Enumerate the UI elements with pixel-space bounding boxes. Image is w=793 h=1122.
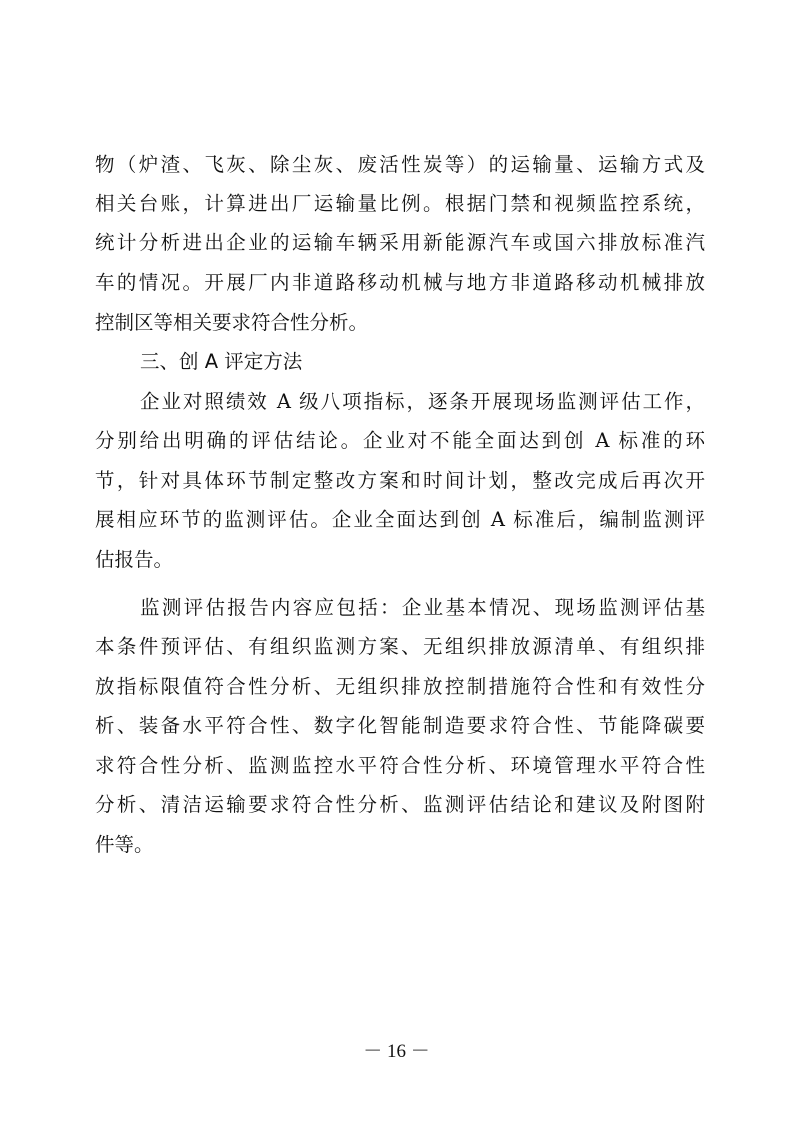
paragraph2-line-1: 监测评估报告内容应包括：企业基本情况、现场监测评估基	[140, 596, 705, 619]
paragraph2-line-7: 件等。	[95, 833, 154, 856]
section-heading: 三、创 A 评定方法	[140, 350, 303, 373]
intro-line-3: 统计分析进出企业的运输车辆采用新能源汽车或国六排放标准汽	[95, 231, 705, 254]
page-number: － 16 －	[363, 1041, 430, 1062]
paragraph1-line-1: 企业对照绩效 A 级八项指标，逐条开展现场监测评估工作，	[140, 390, 705, 413]
intro-line-5: 控制区等相关要求符合性分析。	[95, 311, 369, 334]
paragraph1-line-3: 节，针对具体环节制定整改方案和时间计划，整改完成后再次开	[95, 469, 705, 492]
paragraph1-line-5: 估报告。	[95, 548, 174, 571]
paragraph1-line-4: 展相应环节的监测评估。企业全面达到创 A 标准后，编制监测评	[95, 508, 705, 531]
paragraph2-line-2: 本条件预评估、有组织监测方案、无组织排放源清单、有组织排	[95, 635, 705, 658]
intro-line-1: 物（炉渣、飞灰、除尘灰、废活性炭等）的运输量、运输方式及	[95, 153, 705, 176]
paragraph2-line-4: 析、装备水平符合性、数字化智能制造要求符合性、节能降碳要	[95, 714, 705, 737]
paragraph2-line-3: 放指标限值符合性分析、无组织排放控制措施符合性和有效性分	[95, 675, 705, 698]
paragraph2-line-6: 分析、清洁运输要求符合性分析、监测评估结论和建议及附图附	[95, 793, 705, 816]
intro-line-4: 车的情况。开展厂内非道路移动机械与地方非道路移动机械排放	[95, 271, 705, 294]
intro-line-2: 相关台账，计算进出厂运输量比例。根据门禁和视频监控系统，	[95, 192, 705, 215]
paragraph2-line-5: 求符合性分析、监测监控水平符合性分析、环境管理水平符合性	[95, 754, 705, 777]
paragraph1-line-2: 分别给出明确的评估结论。企业对不能全面达到创 A 标准的环	[95, 429, 705, 452]
